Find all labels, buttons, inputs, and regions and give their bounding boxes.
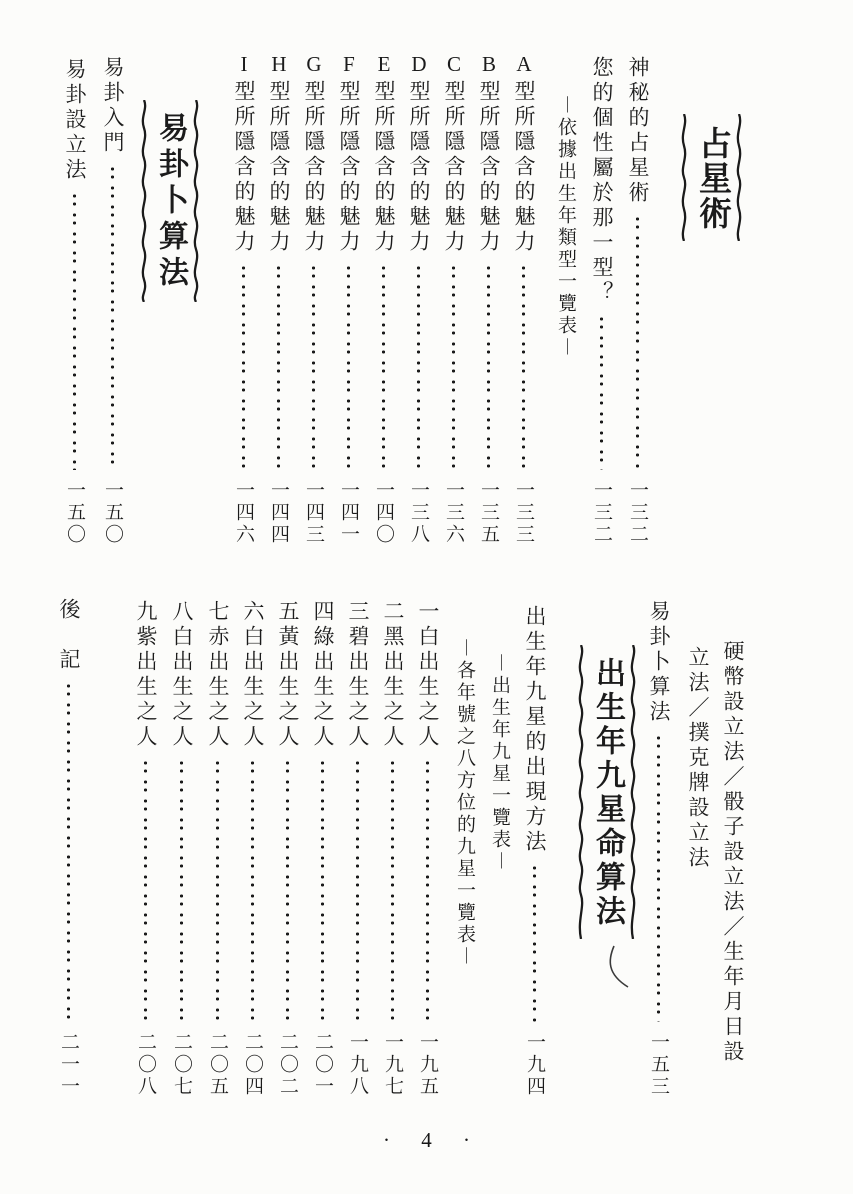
entry-title: F型所隱含的魅力 bbox=[337, 52, 361, 255]
dot-leader bbox=[415, 264, 422, 470]
entry-title: 七赤出生之人 bbox=[206, 600, 230, 750]
toc-entry bbox=[347, 600, 368, 1098]
entry-title: D型所隱含的魅力 bbox=[407, 52, 431, 255]
entry-page-number: 一三二 bbox=[591, 480, 612, 546]
section-header-astrology bbox=[695, 126, 728, 231]
entry-title: C型所隱含的魅力 bbox=[442, 52, 466, 255]
entry-page-number: 二〇七 bbox=[171, 1032, 192, 1098]
entry-title: 出生年九星的出現方法 bbox=[523, 605, 547, 855]
entry-page-number: 二〇八 bbox=[135, 1032, 156, 1098]
toc-entry bbox=[408, 52, 429, 546]
entry-page-number: 一五〇 bbox=[64, 480, 85, 546]
entry-title: B型所隱含的魅力 bbox=[477, 52, 501, 255]
dot-leader bbox=[319, 759, 326, 1022]
entry-page-number: 二〇四 bbox=[242, 1032, 263, 1098]
entry-page-number: 一五〇 bbox=[102, 480, 123, 546]
toc-entry bbox=[338, 52, 359, 546]
toc-entry bbox=[207, 600, 228, 1098]
toc-entry bbox=[171, 600, 192, 1098]
dot-leader bbox=[655, 734, 662, 1022]
section-title: 易卦卜算法 bbox=[154, 112, 187, 292]
toc-entry bbox=[312, 600, 333, 1098]
entry-page-number: 一三五 bbox=[478, 480, 499, 546]
section-title: 出生年九星命算法 bbox=[591, 657, 624, 929]
entry-title: 九紫出生之人 bbox=[134, 600, 158, 750]
wavy-bracket-icon bbox=[138, 100, 150, 302]
entry-title: H型所隱含的魅力 bbox=[267, 52, 291, 255]
entry-title: 易卦設立法 bbox=[63, 58, 87, 183]
entry-page-number: 一九五 bbox=[417, 1032, 438, 1098]
entry-title: 易卦入門 bbox=[101, 56, 125, 156]
entry-page-number: 一四一 bbox=[338, 480, 359, 546]
toc-entry bbox=[417, 600, 438, 1098]
page-number: · 4 · bbox=[383, 1128, 483, 1152]
toc-entry bbox=[268, 52, 289, 546]
dot-leader bbox=[249, 759, 256, 1022]
entry-page-number: 一九八 bbox=[347, 1032, 368, 1098]
dot-leader bbox=[354, 759, 361, 1022]
entry-title: 易卦卜算法 bbox=[647, 600, 671, 725]
entry-title: E型所隱含的魅力 bbox=[372, 52, 396, 255]
entry-title: 立法／撲克牌設立法 bbox=[686, 646, 710, 871]
entry-title: 一白出生之人 bbox=[416, 600, 440, 750]
entry-page-number: 一四六 bbox=[233, 480, 254, 546]
toc-entry bbox=[591, 56, 612, 546]
entry-title: 四綠出生之人 bbox=[311, 600, 335, 750]
toc-entry bbox=[627, 56, 648, 546]
entry-title: 硬幣設立法／骰子設立法／生年月日設 bbox=[721, 640, 745, 1065]
entry-page-number: 二〇一 bbox=[312, 1032, 333, 1098]
dot-leader bbox=[275, 264, 282, 470]
entry-title: G型所隱含的魅力 bbox=[302, 52, 326, 255]
entry-title: 二黑出生之人 bbox=[381, 600, 405, 750]
dot-leader bbox=[634, 215, 641, 470]
toc-entry bbox=[233, 52, 254, 546]
dot-leader bbox=[284, 759, 291, 1022]
entry-title: ︱依據出生年類型一覽表︱ bbox=[555, 95, 576, 359]
entry-title: ︱出生年九星一覽表︱ bbox=[489, 653, 510, 873]
dot-leader bbox=[240, 264, 247, 470]
entry-title: 六白出生之人 bbox=[241, 600, 265, 750]
dot-leader bbox=[380, 264, 387, 470]
entry-page-number: 二〇五 bbox=[207, 1032, 228, 1098]
entry-title: I型所隱含的魅力 bbox=[232, 52, 256, 255]
dot-leader bbox=[178, 759, 185, 1022]
wavy-bracket-icon bbox=[190, 100, 202, 302]
dot-leader bbox=[345, 264, 352, 470]
toc-entry bbox=[524, 605, 545, 1098]
toc-entry bbox=[373, 52, 394, 546]
toc-entry-continuation bbox=[722, 640, 743, 1065]
toc-entry bbox=[382, 600, 403, 1098]
dot-leader bbox=[109, 165, 116, 470]
section-header-yigua bbox=[155, 112, 185, 292]
entry-page-number: 一九四 bbox=[524, 1032, 545, 1098]
dot-leader bbox=[71, 192, 78, 470]
toc-subtitle bbox=[455, 638, 474, 968]
wavy-bracket-icon bbox=[733, 114, 745, 241]
entry-title: 五黃出生之人 bbox=[276, 600, 300, 750]
entry-page-number: 一三三 bbox=[513, 480, 534, 546]
entry-page-number: 二一一 bbox=[58, 1032, 79, 1098]
dot-leader bbox=[214, 759, 221, 1022]
toc-entry bbox=[513, 52, 534, 546]
dot-leader bbox=[598, 315, 605, 470]
toc-entry bbox=[443, 52, 464, 546]
entry-title: 八白出生之人 bbox=[170, 600, 194, 750]
toc-entry bbox=[303, 52, 324, 546]
section-title: 占星術 bbox=[694, 126, 730, 231]
toc-subtitle bbox=[556, 95, 575, 359]
dot-leader bbox=[389, 759, 396, 1022]
entry-page-number: 一三二 bbox=[627, 480, 648, 546]
dot-leader bbox=[531, 864, 538, 1022]
toc-subtitle bbox=[490, 653, 509, 873]
entry-page-number: 一四〇 bbox=[373, 480, 394, 546]
entry-title: 三碧出生之人 bbox=[346, 600, 370, 750]
toc-entry bbox=[648, 600, 669, 1098]
entry-title: 神秘的占星術 bbox=[626, 56, 650, 206]
dot-leader bbox=[485, 264, 492, 470]
wavy-bracket-icon bbox=[627, 645, 639, 939]
toc-entry-postscript bbox=[58, 598, 79, 1098]
wavy-bracket-icon bbox=[678, 114, 690, 241]
entry-page-number: 一九七 bbox=[382, 1032, 403, 1098]
dot-leader bbox=[142, 759, 149, 1022]
dot-leader bbox=[65, 682, 72, 1022]
toc-entry-continuation bbox=[687, 646, 708, 871]
dot-leader bbox=[424, 759, 431, 1022]
entry-page-number: 一四四 bbox=[268, 480, 289, 546]
dot-leader bbox=[450, 264, 457, 470]
entry-title: 您的個性屬於那一型？ bbox=[590, 56, 614, 306]
entry-title: A型所隱含的魅力 bbox=[512, 52, 536, 255]
entry-page-number: 一四三 bbox=[303, 480, 324, 546]
toc-entry bbox=[135, 600, 156, 1098]
dot-leader bbox=[520, 264, 527, 470]
entry-page-number: 一五三 bbox=[648, 1032, 669, 1098]
entry-title: ︱各年號之八方位的九星一覽表︱ bbox=[454, 638, 475, 968]
toc-entry bbox=[277, 600, 298, 1098]
entry-page-number: 二〇二 bbox=[277, 1032, 298, 1098]
toc-entry bbox=[102, 56, 123, 546]
toc-entry bbox=[242, 600, 263, 1098]
entry-title: 後 記 bbox=[57, 598, 81, 673]
toc-entry bbox=[478, 52, 499, 546]
wavy-bracket-icon bbox=[575, 645, 587, 939]
dot-leader bbox=[310, 264, 317, 470]
entry-page-number: 一三六 bbox=[443, 480, 464, 546]
section-header-ninestar bbox=[592, 657, 622, 929]
toc-entry bbox=[64, 58, 85, 546]
entry-page-number: 一三八 bbox=[408, 480, 429, 546]
handwritten-pen-mark bbox=[602, 944, 632, 990]
